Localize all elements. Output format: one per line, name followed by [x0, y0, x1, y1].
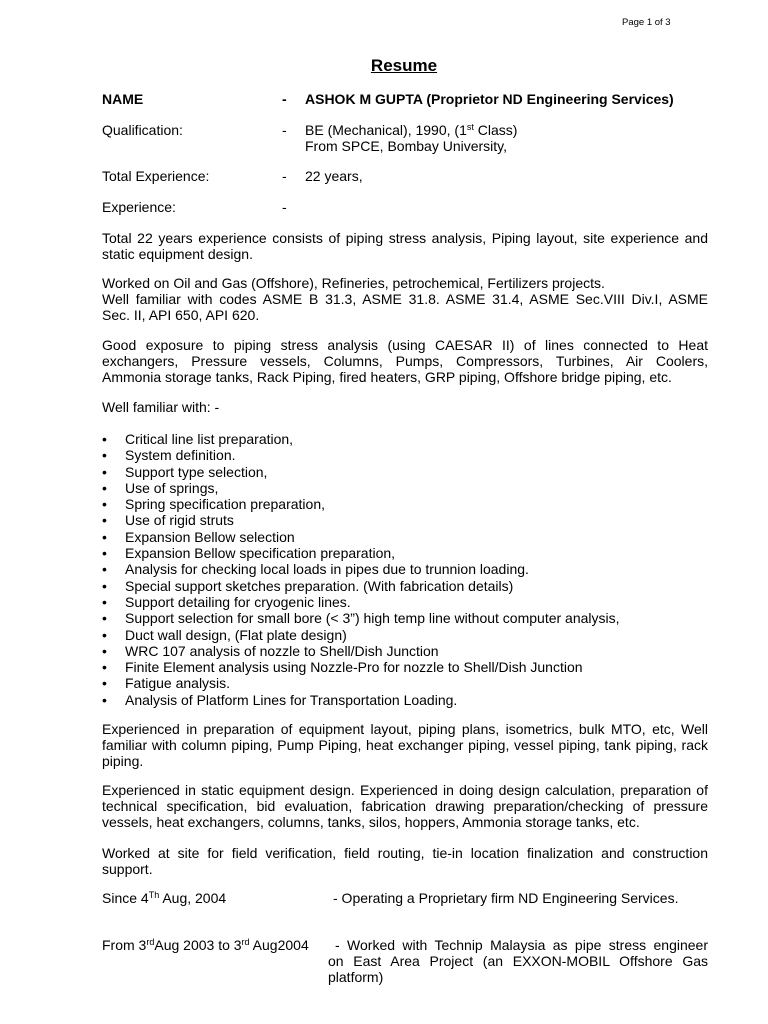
skills-list-item: • Use of rigid struts — [102, 512, 708, 528]
name-label: NAME — [102, 91, 144, 107]
qualification-line1-post: Class) — [473, 122, 518, 138]
qualification-line2: From SPCE, Bombay University, — [305, 138, 508, 154]
skills-list-item: • Critical line list preparation, — [102, 431, 708, 447]
paragraph-line: Sec. II, API 650, API 620. — [102, 307, 260, 323]
familiar-heading: Well familiar with: - — [102, 399, 220, 415]
experience-label: Experience: — [102, 199, 176, 215]
paragraph-line: support. — [102, 861, 153, 877]
paragraph-line: Experienced in static equipment design. Experienced in doing design calculation, preparation of — [102, 782, 708, 798]
skills-list-item: • System definition. — [102, 447, 708, 463]
paragraph-line: Ammonia storage tanks, Rack Piping, fired heaters, GRP piping, Offshore bridge piping, etc. — [102, 369, 672, 385]
total-experience-dash: - — [282, 168, 287, 184]
from-description-line: platform) — [328, 969, 384, 985]
paragraph-line: static equipment design. — [102, 246, 253, 262]
qualification-value — [305, 122, 517, 138]
paragraph-line: piping. — [102, 753, 144, 769]
skills-list-item: • Use of springs, — [102, 480, 708, 496]
skills-list-item: • Duct wall design, (Flat plate design) — [102, 627, 708, 643]
skills-list — [102, 431, 708, 708]
paragraph-summary — [102, 230, 708, 262]
paragraph-line: Worked on Oil and Gas (Offshore), Refineries, petrochemical, Fertilizers projects. — [102, 275, 605, 291]
paragraph-layout — [102, 721, 708, 769]
skills-list-item: • WRC 107 analysis of nozzle to Shell/Dish Junction — [102, 643, 708, 659]
document-title: Resume — [370, 56, 438, 75]
skills-list-item: • Support type selection, — [102, 464, 708, 480]
paragraph-line: Total 22 years experience consists of piping stress analysis, Piping layout, site experience and — [102, 230, 708, 246]
since-date-sup: Th — [148, 890, 160, 900]
since-date — [102, 890, 226, 906]
total-experience-label: Total Experience: — [102, 168, 210, 184]
skills-list-item: • Special support sketches preparation. (With fabrication details) — [102, 578, 708, 594]
paragraph-line: vessels, heat exchangers, columns, tanks, silos, hoppers, Ammonia storage tanks, etc. — [102, 814, 640, 830]
qualification-line1-pre: BE (Mechanical), 1990, (1 — [305, 122, 467, 138]
since-description: - Operating a Proprietary firm ND Engineering Services. — [333, 890, 679, 906]
from-description-line: on East Area Project (an EXXON-MOBIL Offshore Gas — [328, 953, 708, 969]
qualification-dash: - — [282, 122, 287, 138]
from-date-sup2: rd — [241, 937, 250, 947]
qualification-label: Qualification: — [102, 122, 183, 138]
from-description-line: - Worked with Technip Malaysia as pipe stress engineer — [335, 937, 708, 953]
paragraph-line: Good exposure to piping stress analysis (using CAESAR II) of lines connected to Heat — [102, 337, 708, 353]
total-experience-value: 22 years, — [305, 168, 363, 184]
paragraph-line: technical specification, bid evaluation, fabrication drawing preparation/checking of pressure — [102, 798, 708, 814]
paragraph-codes — [102, 275, 708, 323]
from-date-pre: From 3 — [102, 937, 147, 953]
skills-list-item: • Expansion Bellow selection — [102, 529, 708, 545]
name-value: ASHOK M GUPTA (Proprietor ND Engineering Services) — [305, 91, 674, 107]
paragraph-site-work — [102, 845, 708, 877]
paragraph-line: familiar with column piping, Pump Piping, heat exchanger piping, vessel piping, tank piping, rack — [102, 737, 708, 753]
paragraph-stress-analysis — [102, 337, 708, 385]
paragraph-line: exchangers, Pressure vessels, Columns, Pumps, Compressors, Turbines, Air Coolers, — [102, 353, 708, 369]
paragraph-line: Experienced in preparation of equipment layout, piping plans, isometrics, bulk MTO, etc, Well — [102, 721, 708, 737]
from-date — [102, 937, 309, 953]
skills-list-item: • Finite Element analysis using Nozzle-Pro for nozzle to Shell/Dish Junction — [102, 659, 708, 675]
paragraph-line: Worked at site for field verification, field routing, tie-in location finalization and construction — [102, 845, 708, 861]
experience-dash: - — [282, 199, 287, 215]
from-date-sup1: rd — [146, 937, 155, 947]
skills-list-item: • Fatigue analysis. — [102, 675, 708, 691]
skills-list-item: • Analysis for checking local loads in pipes due to trunnion loading. — [102, 561, 708, 577]
since-date-post: Aug, 2004 — [159, 890, 227, 906]
paragraph-line: Well familiar with codes ASME B 31.3, ASME 31.8. ASME 31.4, ASME Sec.VIII Div.I, ASME — [102, 291, 708, 307]
skills-list-item: • Analysis of Platform Lines for Transportation Loading. — [102, 692, 708, 708]
since-date-pre: Since 4 — [102, 890, 149, 906]
skills-list-item: • Support detailing for cryogenic lines. — [102, 594, 708, 610]
name-dash: - — [282, 91, 287, 107]
page-number: Page 1 of 3 — [622, 17, 671, 28]
skills-list-item: • Expansion Bellow specification preparation, — [102, 545, 708, 561]
paragraph-static-equipment — [102, 782, 708, 830]
skills-list-item: • Support selection for small bore (< 3”) high temp line without computer analysis, — [102, 610, 708, 626]
qualification-line1-sup: st — [466, 122, 474, 132]
from-description — [328, 937, 708, 985]
skills-list-item: • Spring specification preparation, — [102, 496, 708, 512]
from-date-mid: Aug 2003 to 3 — [154, 937, 242, 953]
from-date-post: Aug2004 — [249, 937, 309, 953]
